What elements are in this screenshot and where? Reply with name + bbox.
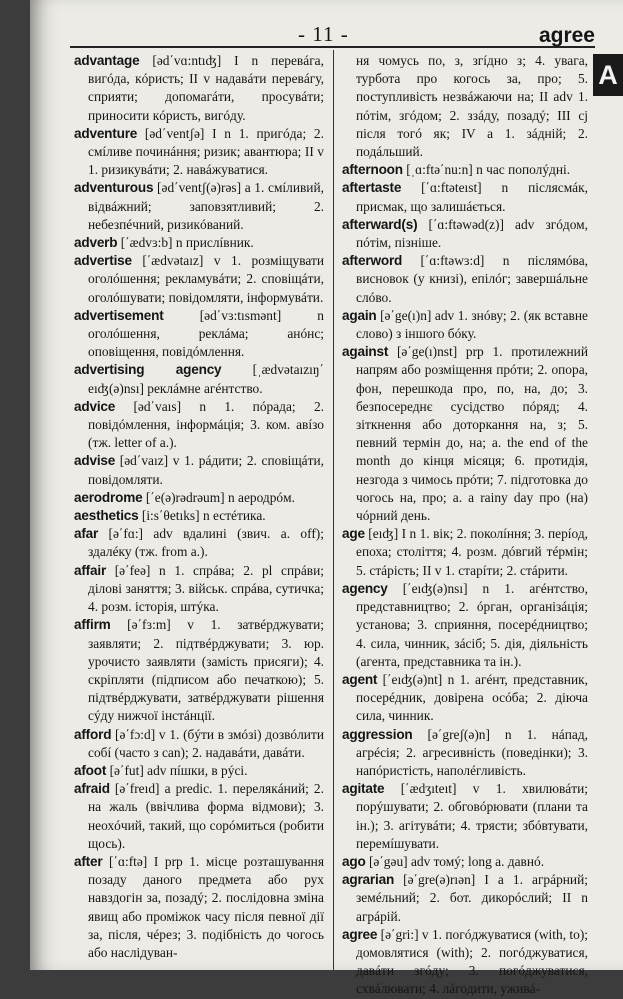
entry-definition: [΄ædvɜ:b] n прислíвник. (120, 235, 254, 251)
dictionary-entry (74, 234, 324, 252)
entry-definition: [ˌɑ:ftə΄nu:n] n час пополýдні. (406, 162, 571, 178)
column-divider (333, 50, 334, 970)
entry-headword: agrarian (342, 872, 395, 888)
entry-headword: afraid (74, 781, 110, 797)
dictionary-entry (342, 926, 588, 999)
entry-definition: [΄ɑ:ftəwɜ:d] n післямóва, висновок (у книзі), епілóг; завершáльне слóво. (356, 253, 588, 305)
dictionary-entry (74, 507, 324, 525)
entry-headword: afterword (342, 253, 403, 269)
entry-headword: aesthetics (74, 508, 139, 524)
entry-definition: [ə΄fɜ:m] v 1. затвéрджувати; заявляти; 2. підтвéрджувати; 3. юр. урочисто заявляти (замість присяги); 4. скріпляти (підписом або печаткою); 5. підтвéрджувати, затвéрджувати рішення сýду нижчої інстáнції. (88, 617, 324, 724)
dictionary-entry (342, 161, 588, 179)
entry-headword: again (342, 307, 377, 323)
entry-headword: afternoon (342, 162, 403, 178)
dictionary-entry (74, 452, 324, 488)
entry-definition: [ə΄fɔ:d] v 1. (бýти в змóзі) дозвóлити собí (часто з can); 2. надавáти, давáти. (88, 726, 324, 760)
entry-definition: [ə΄gre(ə)rıən] I a 1. агрáрний; земéльний; 2. бот. дикорóслий; II n агрáрій. (356, 872, 588, 924)
entry-headword: agency (342, 580, 388, 596)
page-header (30, 10, 623, 46)
thumb-index-tab: A (593, 54, 623, 96)
dictionary-entry (74, 361, 324, 397)
dictionary-entry (74, 780, 324, 853)
dictionary-entry (342, 525, 588, 580)
dictionary-entry (342, 52, 588, 161)
entry-headword: advice (74, 398, 116, 414)
entry-definition: [ə΄ge(ı)nst] prp 1. протилежний напрям або розміщення прóти; 2. опора, фон, перешкода про, по, на, до; 3. безпосереднє сусідство пóряд; 4. зіткнення або доторкання на, з; 5. певний термін до, на; a. the end of the month до кінця місяця; 6. протидія, незгода з чимось прóти; 7. підготовка до чогось на, про; a. a rainy day про (на) чóрний день. (356, 344, 588, 524)
entry-definition: [ə΄freıd] a predic. 1. перелякáний; 2. на жаль (ввічлива форма відмови); 3. неохóчий, такий, що сорóмиться (робити щось). (88, 781, 324, 851)
dictionary-entry (74, 562, 324, 617)
header-rule (70, 46, 595, 48)
dictionary-entry (342, 216, 588, 252)
entry-headword: aftertaste (342, 180, 402, 196)
entry-definition: [΄eıʤ(ə)nt] n 1. агéнт, представник, посерéдник, довірена осóба; 2. діюча сила, чинник. (356, 671, 588, 724)
entry-definition: [eıʤ] I n 1. вік; 2. поколíння; 3. перíод, епоха; століття; 4. розм. дóвгий тéрмін; 5. стáрість; II v 1. старíти; 2. стáрити. (356, 526, 588, 578)
entry-definition: [΄eıʤ(ə)nsı] n 1. агéнтство, представництво; 2. óрган, організáція; установа; 3. сприяння, посерéдництво; 4. сила, чинник, зáсіб; 5. дія, діяльність (агента, представника та ін.). (356, 580, 588, 669)
entry-definition: [΄e(ə)rədrəum] n аеродрóм. (145, 489, 295, 505)
entry-definition: [ə΄ge(ı)n] adv 1. знóву; 2. (як вставне слово) з іншого бóку. (356, 307, 588, 342)
entry-definition: [ə΄fɑ:] adv вдалині (звич. a. off); здалéку (тж. from a.). (88, 526, 324, 560)
entry-headword: advertising agency (74, 362, 222, 378)
entry-headword: affair (74, 562, 107, 578)
dictionary-entry (74, 525, 324, 561)
entry-definition: [΄ɑ:ftəteıst] n післясмáк, присмак, що залишáється. (356, 180, 588, 214)
entry-definition: [΄ɑ:ftəwəd(z)] adv згóдом, пóтім, пізніше. (356, 216, 588, 251)
entry-definition: [΄ædvətaız] v 1. розміщувати оголóшення; рекламувáти; 2. сповіщáти, оголóшувати; повідомляти, інформувáти. (88, 253, 324, 305)
dictionary-entry (342, 780, 588, 853)
entry-headword: afar (74, 526, 99, 542)
entry-headword: affirm (74, 617, 111, 633)
entry-headword: advertise (74, 253, 132, 269)
dictionary-entry (74, 616, 324, 725)
dictionary-entry (342, 343, 588, 525)
entry-definition: [ə΄greʃ(ə)n] n 1. нáпад, агрéсія; 2. агресивність (поведінки); 3. напóристість, наполéгливість. (356, 726, 588, 778)
entry-definition: [əd΄ventʃə] I n 1. пригóда; 2. смíливе починáння; ризик; авантюра; II v 1. ризикувáти; 2. навáжуватися. (88, 125, 324, 178)
entry-definition: [ə΄gri:] v 1. погóджуватися (with, to); домовлятися (with); 2. погóджуватися, давáти згóду; 3. погóджуватися, схвáлювати; 4. лáгодити, уживá- (356, 926, 588, 997)
dictionary-entry (74, 853, 324, 962)
entry-definition: [əd΄vɑ:ntıʤ] I n перевáга, вигóда, кóристь; II v надавáти перевáгу, сприяти; допомагáти, просувáти; приносити кóристь, вигóду. (88, 53, 324, 123)
entry-definition: [ə΄feə] n 1. спрáва; 2. pl спрáви; ділові заняття; 3. військ. спрáва, сутичка; 4. розм. історія, штýка. (88, 562, 324, 615)
entry-headword: advertisement (74, 307, 164, 323)
entry-definition: [əd΄vɜ:tısmənt] n оголóшення, реклáма; анóнс; оповіщення, повідóмлення. (88, 307, 324, 360)
dictionary-entry (342, 252, 588, 307)
entry-headword: aerodrome (74, 489, 143, 505)
entry-definition: [΄ɑ:ftə] I prp 1. місце розташування позаду даного предмета або рух навздогін за, позадý; 2. послідовна зміна явищ або проміжок часу після певної дії за, після, чéрез; 3. подібність до чогось або наслідуван- (88, 853, 324, 960)
dictionary-entry (342, 726, 588, 781)
dictionary-entry (74, 125, 324, 180)
dictionary-entry (74, 52, 324, 125)
dictionary-entry (342, 871, 588, 926)
page-number: - 11 - (298, 22, 349, 46)
guide-word: agree (538, 24, 595, 47)
entry-definition: [əd΄vaıs] n 1. пóрада; 2. повідóмлення, інформáція; 3. ком. авíзо (тж. letter of a.). (88, 398, 324, 451)
dictionary-entry (74, 762, 324, 780)
entry-definition: [ə΄gəu] adv томý; long a. давнó. (368, 853, 545, 869)
dictionary-entry (342, 671, 588, 726)
entry-definition: ня чомусь по, з, згíдно з; 4. увага, турбота про когось за, про; 5. поступливість незвáжаючи на; II adv 1. пóтім, згóдом; 2. ззáду, позадý; III cj після тогó як; IV a 1. зáдній; 2. подáльший. (356, 53, 588, 160)
entry-headword: after (74, 853, 103, 869)
entry-headword: advantage (74, 53, 140, 68)
dictionary-entry (342, 307, 588, 343)
dictionary-entry (342, 580, 588, 671)
entry-headword: advise (74, 453, 116, 469)
entry-headword: adventurous (74, 180, 154, 196)
entry-headword: agitate (342, 781, 385, 797)
entry-headword: afford (74, 726, 112, 742)
dictionary-entry (342, 853, 588, 871)
entry-headword: ago (342, 853, 366, 869)
entry-definition: [əd΄ventʃ(ə)rəs] a 1. смíливий, відвáжний; заповзятливий; 2. небезпéчний, ризикóваний. (88, 180, 324, 232)
entry-definition: [ˌædvətaızıŋ΄ eıʤ(ə)nsı] реклáмне агéнтство. (88, 362, 324, 396)
entry-headword: afoot (74, 762, 107, 778)
dictionary-entry (342, 179, 588, 215)
entry-definition: [ə΄fut] adv пíшки, в рýсі. (109, 762, 248, 778)
entry-headword: afterward(s) (342, 216, 418, 232)
entry-headword: agree (342, 926, 378, 942)
dictionary-entry (74, 489, 324, 507)
dictionary-entry (74, 398, 324, 453)
dictionary-page (30, 0, 623, 997)
dictionary-entry (74, 179, 324, 234)
dictionary-entry (74, 307, 324, 362)
entry-headword: adventure (74, 125, 138, 141)
entry-headword: agent (342, 671, 378, 687)
entry-headword: age (342, 526, 365, 542)
dictionary-entry (74, 726, 324, 762)
entry-definition: [΄ædʒıteıt] v 1. хвилювáти; порýшувати; 2. обговóрювати (плани та ін.); 3. агітувáти; 4. трясти; збóвтувати, перемíшувати. (356, 781, 588, 851)
entry-headword: adverb (74, 235, 118, 251)
dictionary-entry (74, 252, 324, 307)
right-column (342, 52, 588, 997)
entry-headword: against (342, 344, 389, 360)
entry-definition: [əd΄vaız] v 1. рáдити; 2. сповіщáти, повідомляти. (88, 453, 324, 487)
entry-definition: [i:s΄θetıks] n естéтика. (141, 508, 266, 524)
left-column (74, 52, 324, 970)
entry-headword: aggression (342, 726, 413, 742)
